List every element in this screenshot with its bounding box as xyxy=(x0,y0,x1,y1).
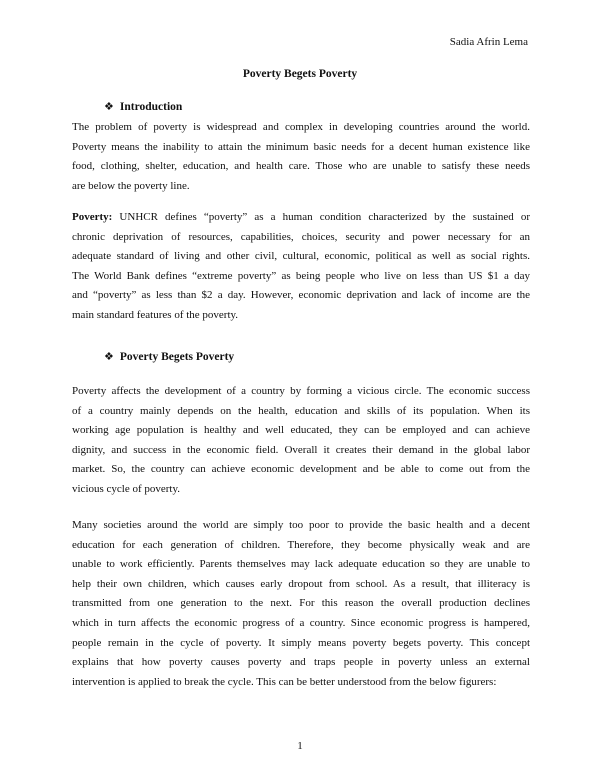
text-line: are below the poverty line. xyxy=(72,179,190,192)
text-line: explains that how poverty causes poverty and traps people in poverty unless an external xyxy=(72,656,530,669)
text-line: people remain in the cycle of poverty. It simply means poverty begets poverty. This concept xyxy=(72,636,530,649)
section-heading-label: Poverty Begets Poverty xyxy=(119,351,235,363)
text-line: and “poverty” as less than $2 a day. However, economic deprivation and lack of income are the xyxy=(72,289,530,302)
paragraph-poverty-definition xyxy=(72,208,530,326)
text-line: main standard features of the poverty. xyxy=(72,308,239,321)
text-line: vicious cycle of poverty. xyxy=(72,482,181,495)
text-line: Poverty affects the development of a country by forming a vicious circle. The economic success xyxy=(72,385,530,397)
section-heading-label: Introduction xyxy=(119,101,183,113)
text-line: which in turn affects the economic progress of a country. Since economic progress is hampered, xyxy=(72,616,530,629)
paragraph-societies xyxy=(72,516,530,692)
diamond-bullet-icon: ❖ xyxy=(104,351,114,363)
paragraph-vicious-circle xyxy=(72,382,530,500)
text-line: unable to work efficiently. Parents themselves may lack adequate education so they are unable to xyxy=(72,558,530,571)
text-line: food, clothing, shelter, education, and health care. Those who are unable to satisfy these needs xyxy=(72,160,530,173)
text-line: working age population is healthy and well educated, they can be employed and can achieve xyxy=(72,424,530,437)
text-line: dignity, and success in the economic field. Overall it creates their demand in the global labor xyxy=(72,443,530,456)
document-title: Poverty Begets Poverty xyxy=(242,68,358,80)
text-line: help their own children, which causes early dropout from school. As a result, that illiteracy is xyxy=(72,577,530,590)
text-line xyxy=(72,208,530,228)
paragraph-lead: Poverty: xyxy=(72,211,113,223)
header-author: Sadia Afrin Lema xyxy=(449,36,528,48)
text-line: Many societies around the world are simply too poor to provide the basic health and a decent xyxy=(72,519,530,531)
text-line-rest: UNHCR defines “poverty” as a human condition characterized by the sustained or xyxy=(112,211,530,223)
text-line: chronic deprivation of resources, capabilities, choices, security and power necessary for an xyxy=(72,230,530,243)
section-heading-poverty-begets-poverty xyxy=(104,350,234,363)
text-line: intervention is applied to break the cycle. This can be better understood from the below figurers: xyxy=(72,675,497,688)
text-line: Poverty means the inability to attain the minimum basic needs for a decent human existence like xyxy=(72,140,530,153)
text-line: market. So, the country can achieve economic development and be able to come out from the xyxy=(72,463,530,476)
section-heading-introduction xyxy=(104,100,182,113)
page-number: 1 xyxy=(297,740,303,752)
text-line: of a country mainly depends on the health, education and skills of its population. When its xyxy=(72,404,530,417)
text-line: The problem of poverty is widespread and complex in developing countries around the world. xyxy=(72,121,530,133)
text-line: education for each generation of children. Therefore, they become physically weak and are xyxy=(72,538,530,551)
paragraph-introduction xyxy=(72,118,530,196)
text-line: adequate standard of living and other civil, cultural, economic, political as well as social rights. xyxy=(72,250,530,263)
text-line: The World Bank defines “extreme poverty” as being people who live on less than US $1 a day xyxy=(72,269,530,282)
diamond-bullet-icon: ❖ xyxy=(104,101,114,113)
text-line: transmitted from one generation to the next. For this reason the overall production declines xyxy=(72,597,530,610)
